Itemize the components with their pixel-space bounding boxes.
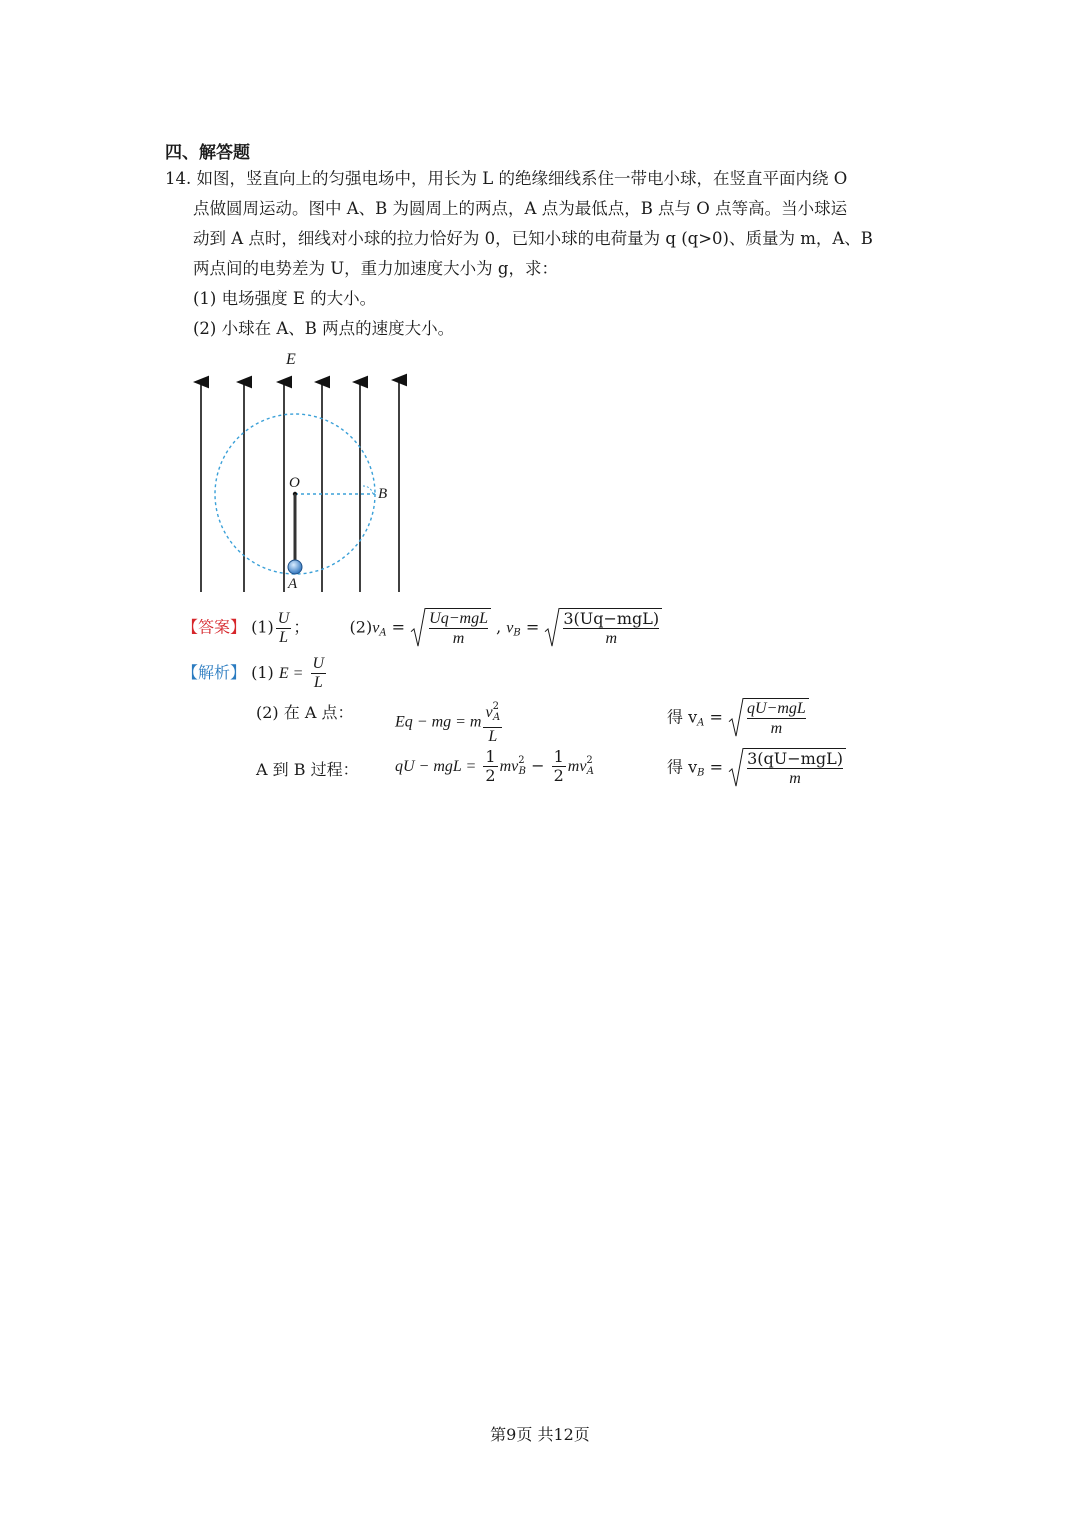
analysis-part3-equation: qU − mgL = $\frac{1}{2}$ $mv^2_B$ − $\frac{1}{2}$ $mv^2_A$: [395, 747, 595, 785]
analysis-part2-result: 得 $v_A$ = $\frac{\text{qU−mgL}}{m}$: [667, 698, 809, 738]
analysis-e-fraction: $\frac{U}{L}$: [312, 655, 325, 691]
analysis-part3-result: 得 $v_B$ = $\frac{\text{3(qU−mgL)}}{m}$: [667, 748, 846, 788]
field-label: E: [286, 351, 296, 368]
answer-part2-label: (2): [349, 617, 373, 637]
answer-line: 【答案】 (1) $\frac{U}{L}$ ； $(2)v_A$ = $\frac{\text{Uq−mgL}}{m}$ , $v_B$ = $\frac{\text{3(Uq−mgL)}}{m}$: [182, 608, 662, 648]
answer-part1-fraction: $\frac{U}{L}$: [277, 609, 290, 646]
answer-separator: ；: [293, 617, 310, 637]
analysis-part3-label: A 到 B 过程：: [256, 760, 359, 779]
center-label: O: [289, 475, 300, 491]
answer-tag: 【答案】: [182, 617, 247, 637]
answer-va-sqrt: $\frac{\text{Uq−mgL}}{m}$: [410, 608, 491, 648]
question-part-2: (2) 小球在 A、B 两点的速度大小。: [193, 319, 455, 338]
answer-vb-sqrt: $\frac{\text{3(Uq−mgL)}}{m}$: [544, 608, 662, 648]
question-part-1: (1) 电场强度 E 的大小。: [193, 289, 377, 308]
point-a-label: A: [288, 576, 298, 592]
answer-part1-label: (1): [251, 617, 274, 637]
question-text-1: 如图，竖直向上的匀强电场中，用长为 L 的绝缘细线系住一带电小球，在竖直平面内绕 O: [196, 169, 848, 188]
question-number: 14.: [165, 169, 192, 188]
question-line-3: 动到 A 点时，细线对小球的拉力恰好为 0，已知小球的电荷量为 q (q>0)、质量为 m，A、B: [193, 229, 873, 248]
analysis-part2-equation: Eq − mg = m $\frac{v^2_A}{L}$: [395, 698, 504, 746]
analysis-part2-label: (2) 在 A 点：: [256, 703, 354, 722]
question-line-2: 点做圆周运动。图中 A、B 为圆周上的两点，A 点为最低点，B 点与 O 点等高。当小球运: [193, 199, 848, 218]
point-b-label: B: [378, 486, 388, 502]
angle-mark: [363, 486, 373, 494]
question-line-4: 两点间的电势差为 U，重力加速度大小为 g，求：: [193, 259, 558, 278]
page-footer: 第9页 共12页: [490, 1425, 590, 1444]
field-diagram: [180, 340, 430, 600]
section-title: 四、解答题: [165, 143, 250, 163]
analysis-line-1: 【解析】 (1) E = $\frac{U}{L}$: [182, 655, 325, 691]
charged-ball: [288, 560, 302, 574]
field-lines: [201, 380, 399, 592]
analysis-tag: 【解析】: [182, 663, 247, 682]
question-line-1: [165, 164, 847, 194]
